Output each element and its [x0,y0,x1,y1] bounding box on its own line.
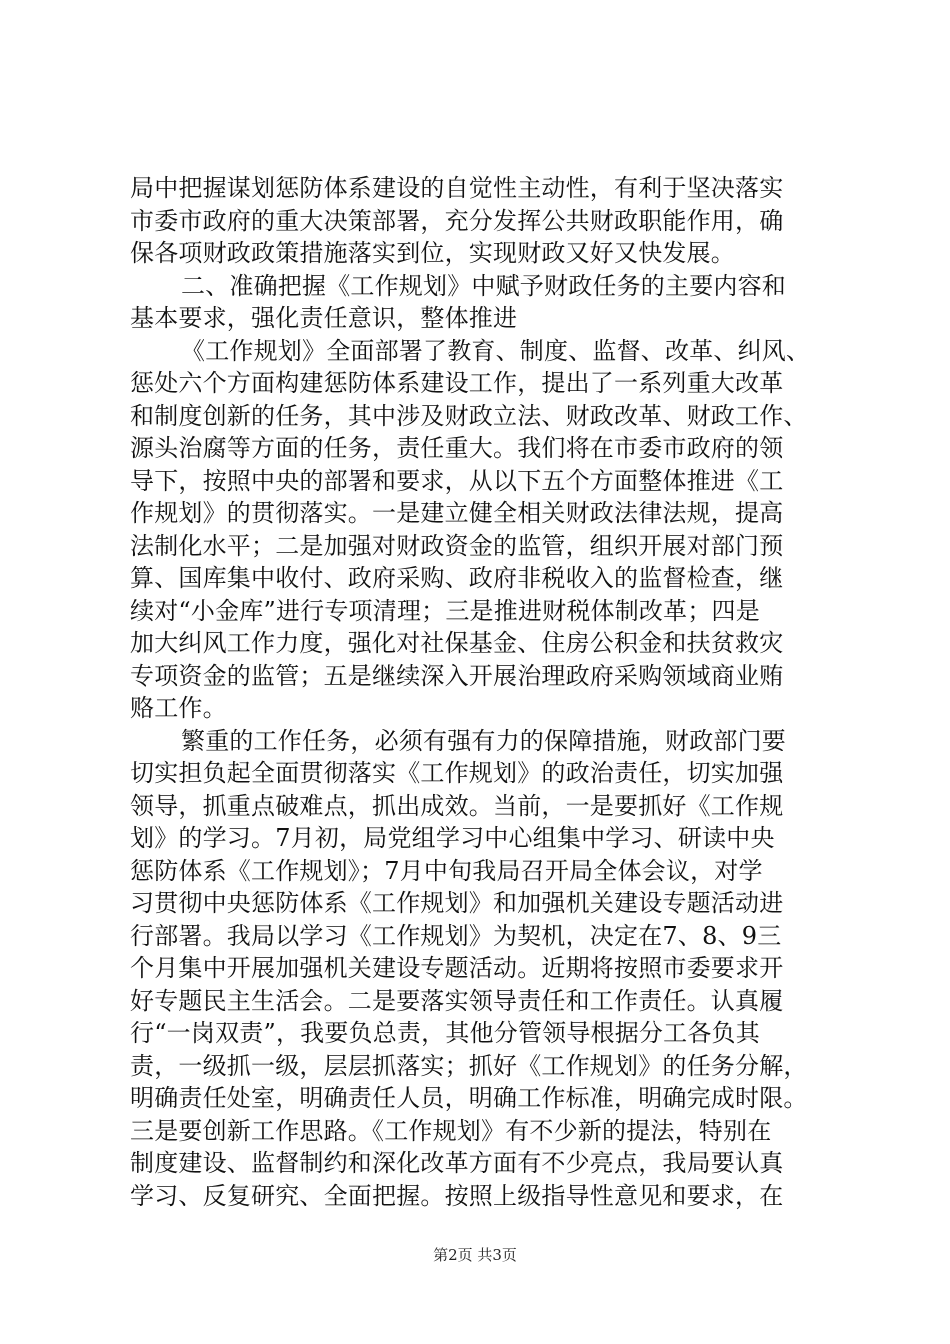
text-line: 制度建设、监督制约和深化改革方面有不少亮点，我局要认真 [130,1149,784,1177]
text-line: 二、准确把握《工作规划》中赋予财政任务的主要内容和 [181,271,786,300]
text-line: 学习、反复研究、全面把握。按照上级指导性意见和要求，在 [130,1181,784,1210]
text-line: 划》的学习。7月初，局党组学习中心组集中学习、研读中央 [130,824,775,852]
text-line: 作规划》的贯彻落实。一是建立健全相关财政法律法规，提高 [130,499,784,527]
text-line: 惩处六个方面构建惩防体系建设工作，提出了一系列重大改革 [130,369,784,397]
text-line: 好专题民主生活会。二是要落实领导责任和工作责任。认真履 [130,986,784,1015]
text-line: 明确责任处室，明确责任人员，明确工作标准，明确完成时限。 [130,1084,808,1112]
text-line: 个月集中开展加强机关建设专题活动。近期将按照市委要求开 [130,954,784,982]
text-line: 赂工作。 [130,694,227,722]
document-body [130,172,820,1212]
text-line: 习贯彻中央惩防体系《工作规划》和加强机关建设专题活动进 [130,889,784,917]
text-line: 切实担负起全面贯彻落实《工作规划》的政治责任，切实加强 [130,759,784,787]
text-line: 法制化水平；二是加强对财政资金的监管，组织开展对部门预 [130,531,784,560]
text-line: 算、国库集中收付、政府采购、政府非税收入的监督检查，继 [130,564,784,592]
text-line: 责，一级抓一级，层层抓落实；抓好《工作规划》的任务分解， [130,1051,808,1080]
text-line: 《工作规划》全面部署了教育、制度、监督、改革、纠风、 [181,336,811,365]
text-line: 源头治腐等方面的任务，责任重大。我们将在市委市政府的领 [130,434,784,462]
text-line: 导下，按照中央的部署和要求，从以下五个方面整体推进《工 [130,466,784,495]
page-footer: 第2页 共3页 [433,1246,517,1264]
text-line: 惩防体系《工作规划》；7月中旬我局召开局全体会议，对学 [130,856,763,885]
text-line: 繁重的工作任务，必须有强有力的保障措施，财政部门要 [181,726,786,755]
text-line: 行部署。我局以学习《工作规划》为契机，决定在7、8、9三 [130,921,782,950]
text-line: 三是要创新工作思路。《工作规划》有不少新的提法，特别在 [130,1116,772,1145]
text-line: 专项资金的监管；五是继续深入开展治理政府采购领域商业贿 [130,661,784,690]
text-line: 基本要求，强化责任意识，整体推进 [130,304,518,332]
text-line: 行“一岗双责”，我要负总责，其他分管领导根据分工各负其 [130,1019,760,1047]
text-line: 续对“小金库”进行专项清理；三是推进财税体制改革；四是 [130,596,760,625]
text-line: 和制度创新的任务，其中涉及财政立法、财政改革、财政工作、 [130,401,808,430]
text-line: 局中把握谋划惩防体系建设的自觉性主动性，有利于坚决落实 [130,174,784,202]
text-line: 加大纠风工作力度，强化对社保基金、住房公积金和扶贫救灾 [130,629,784,657]
text-line: 领导，抓重点破难点，抓出成效。当前，一是要抓好《工作规 [130,791,784,820]
text-line: 市委市政府的重大决策部署，充分发挥公共财政职能作用，确 [130,206,784,235]
text-line: 保各项财政政策措施落实到位，实现财政又好又快发展。 [130,239,735,267]
